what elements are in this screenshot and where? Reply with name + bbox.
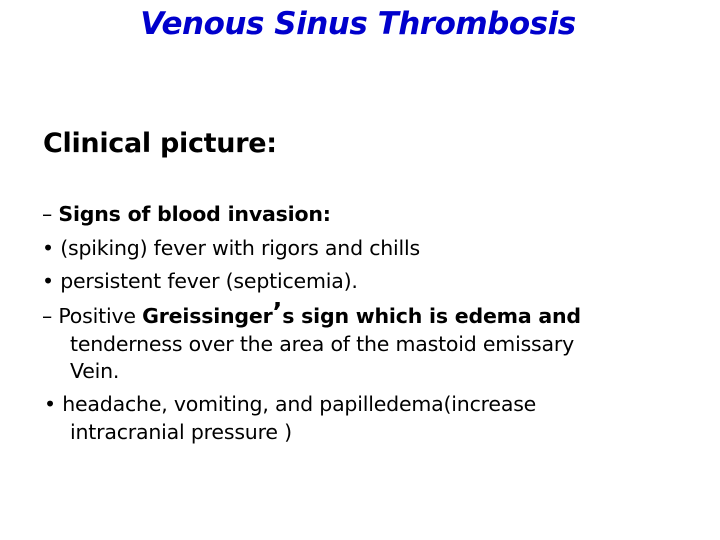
tenderness-line: tenderness over the area of the mastoid emissary (70, 332, 575, 356)
pressure-line: intracranial pressure ) (70, 420, 292, 444)
bullet-blood-invasion (42, 202, 331, 226)
bullet-greissinger-sign (42, 298, 581, 328)
section-heading: Clinical picture: (43, 128, 277, 159)
slide-title: Venous Sinus Thrombosis (140, 6, 576, 42)
bullet-fever-rigors: • (spiking) fever with rigors and chills (42, 236, 421, 260)
positive-prefix: – Positive (42, 304, 143, 328)
greissinger-apostrophe: ’ (272, 298, 283, 328)
greissinger-name: Greissinger (142, 304, 273, 328)
bullet-headache: • headache, vomiting, and papilledema(increase (44, 392, 537, 416)
greissinger-description: s sign which is edema and (282, 304, 581, 328)
blood-invasion-label: Signs of blood invasion: (58, 202, 331, 226)
vein-line: Vein. (70, 359, 120, 383)
bullet-persistent-fever: • persistent fever (septicemia). (42, 269, 358, 293)
dash-marker: – (42, 202, 59, 226)
